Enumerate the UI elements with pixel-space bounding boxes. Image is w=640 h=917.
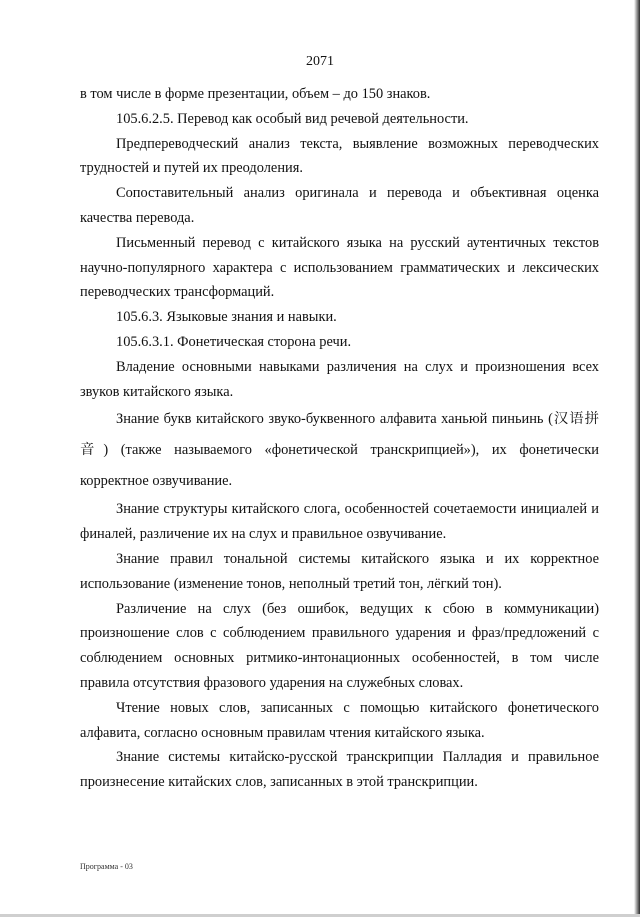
paragraph-14: Знание системы китайско-русской транскрипции Палладия и правильное произнесение китайских слов, записанных в этой транскрипции.: [80, 749, 599, 791]
page-number: 2071: [306, 54, 334, 69]
paragraph-12: Различение на слух (без ошибок, ведущих к сбою в коммуникации) произношение слов с соблюдением правильного ударения и фраз/предложений с соблюдением основных ритмико-интонационных особенностей, в том числе правила отсутствия фразового ударения на служебных словах.: [80, 600, 599, 691]
paragraph-5: Письменный перевод с китайского языка на русский аутентичных текстов научно-популярного характера с использованием грамматических и лексических переводческих трансформаций.: [80, 234, 599, 301]
footer-program-label: Программа - 03: [80, 862, 133, 871]
document-body: [80, 82, 599, 795]
paragraph-2: 105.6.2.5. Перевод как особый вид речевой деятельности.: [116, 110, 469, 127]
paragraph-1: в том числе в форме презентации, объем – до 150 знаков.: [80, 86, 431, 102]
paragraph-4: Сопоставительный анализ оригинала и перевода и объективная оценка качества перевода.: [80, 185, 599, 226]
paragraph-10: Знание структуры китайского слога, особенностей сочетаемости инициалей и финалей, различение их на слух и правильное озвучивание.: [80, 501, 599, 543]
paragraph-3: Предпереводческий анализ текста, выявление возможных переводческих трудностей и путей их преодоления.: [80, 135, 599, 177]
paragraph-6: 105.6.3. Языковые знания и навыки.: [116, 309, 337, 326]
paragraph-9: Знание букв китайского звуко-буквенного алфавита ханьюй пиньинь (汉语拼音) (также называемого «фонетической транскрипцией»), их фонетически корректное озвучивание.: [80, 411, 599, 490]
paragraph-11: Знание правил тональной системы китайского языка и их корректное использование (изменение тонов, неполный третий тон, лёгкий тон).: [80, 550, 599, 592]
paragraph-13: Чтение новых слов, записанных с помощью китайского фонетического алфавита, согласно основным правилам чтения китайского языка.: [80, 699, 599, 741]
scan-edge-right: [634, 0, 640, 917]
paragraph-8: Владение основными навыками различения на слух и произношения всех звуков китайского языка.: [80, 358, 599, 400]
paragraph-7: 105.6.3.1. Фонетическая сторона речи.: [116, 333, 352, 350]
